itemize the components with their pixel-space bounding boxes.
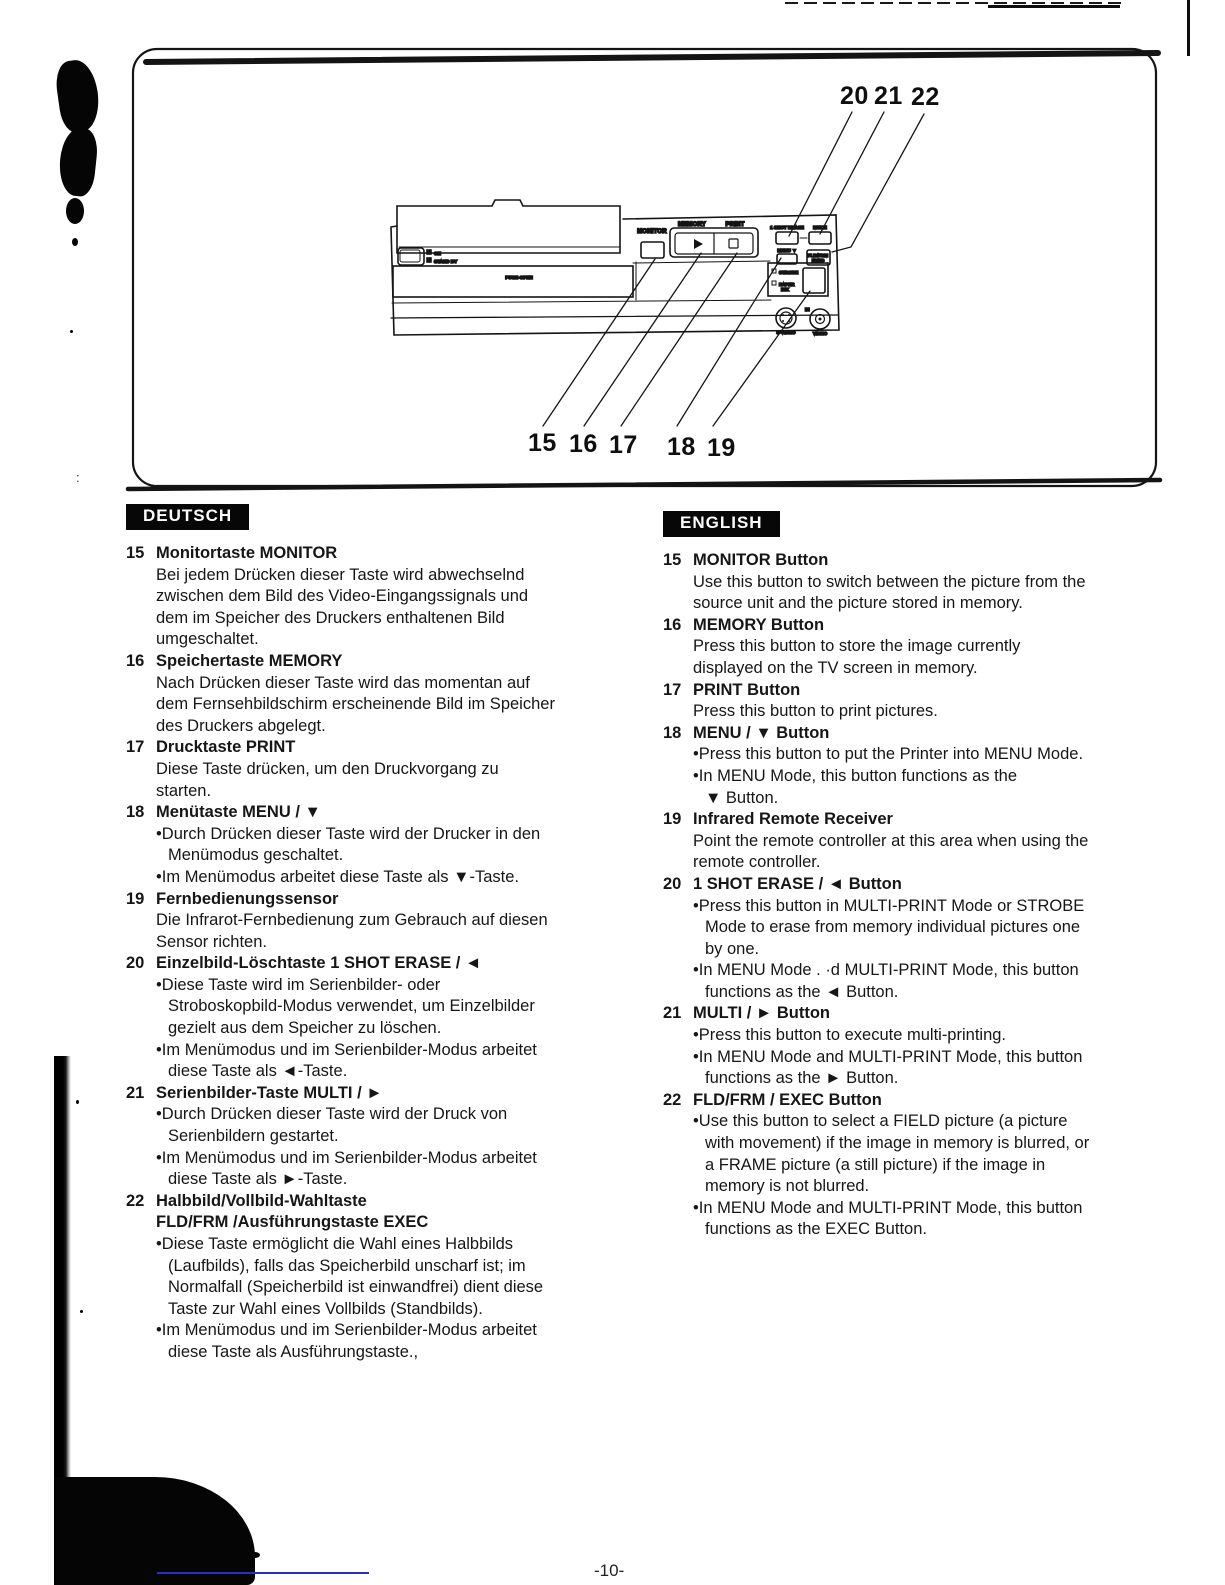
item-title: Speichertaste MEMORY bbox=[156, 651, 343, 670]
printer-outline bbox=[391, 200, 839, 335]
manual-item bbox=[126, 802, 646, 888]
ink-label: INK bbox=[781, 287, 789, 292]
item-number: 20 bbox=[126, 954, 145, 973]
callout-line-21 bbox=[820, 112, 884, 234]
item-line: •Durch Drücken dieser Taste wird der Drucker in den bbox=[156, 824, 541, 843]
item-title: FLD/FRM / EXEC Button bbox=[693, 1090, 882, 1109]
callout-line-19 bbox=[713, 291, 810, 426]
multi-label: MULTI bbox=[813, 225, 827, 230]
item-line: •Im Menümodus und im Serienbilder-Modus arbeitet bbox=[156, 1148, 537, 1167]
callout-line-20 bbox=[789, 112, 852, 236]
item-line: •Press this button to put the Printer into MENU Mode. bbox=[693, 745, 1084, 764]
item-line: Bei jedem Drücken dieser Taste wird abwechselnd bbox=[156, 565, 525, 584]
item-title: 1 SHOT ERASE / ◄ Button bbox=[693, 874, 902, 893]
item-title: Fernbedienungssensor bbox=[156, 889, 339, 908]
item-line: umgeschaltet. bbox=[156, 630, 259, 649]
item-content bbox=[693, 1090, 1163, 1241]
callout-lines bbox=[543, 112, 924, 426]
item-line: with movement) if the image in memory is blurred, or bbox=[705, 1134, 1090, 1153]
print-button-icon bbox=[729, 239, 738, 248]
manual-item bbox=[126, 543, 646, 651]
items-english bbox=[663, 550, 1163, 1241]
item-line: Point the remote controller at this area when using the bbox=[693, 831, 1089, 850]
item-line: displayed on the TV screen in memory. bbox=[693, 658, 978, 677]
item-content bbox=[156, 651, 646, 737]
callout-number-20: 20 bbox=[840, 82, 869, 110]
push-open-label: PUSH-OPEN bbox=[505, 275, 533, 280]
power-on-label: ON bbox=[434, 251, 441, 256]
item-line: •In MENU Mode and MULTI-PRINT Mode, this button bbox=[693, 1047, 1083, 1066]
item-line: by one. bbox=[705, 939, 760, 958]
item-number: 15 bbox=[126, 544, 145, 562]
figure-frame bbox=[133, 49, 1156, 486]
remote-sensor-window bbox=[803, 268, 825, 293]
figure-frame-bottom-bar bbox=[128, 480, 1160, 489]
page-number: -10- bbox=[594, 1561, 625, 1580]
item-line: gezielt aus dem Speicher zu löschen. bbox=[168, 1019, 442, 1038]
manual-item bbox=[126, 1083, 646, 1191]
section-english bbox=[663, 511, 1163, 1241]
item-line: •Press this button to execute multi-printing. bbox=[693, 1026, 1007, 1045]
item-line: •Diese Taste wird im Serienbilder- oder bbox=[156, 975, 441, 994]
item-title: FLD/FRM /Ausführungstaste EXEC bbox=[156, 1213, 429, 1232]
item-line: •Im Menümodus arbeitet diese Taste als ▼-Taste. bbox=[156, 867, 519, 886]
manual-item bbox=[663, 680, 1163, 723]
menu-label: MENU ▼ bbox=[777, 248, 797, 253]
exec-label: EXEC bbox=[811, 258, 825, 263]
manual-item bbox=[663, 874, 1163, 1004]
item-line: •Im Menümodus und im Serienbilder-Modus arbeitet bbox=[156, 1321, 537, 1340]
device-diagram bbox=[0, 0, 1225, 500]
item-line: •Diese Taste ermöglicht die Wahl eines Halbbilds bbox=[156, 1235, 514, 1253]
item-number: 15 bbox=[663, 551, 682, 569]
item-content bbox=[693, 680, 1163, 723]
manual-item bbox=[663, 809, 1163, 874]
memory-button-icon bbox=[694, 239, 703, 249]
item-line: Diese Taste drücken, um den Druckvorgang zu bbox=[156, 759, 499, 778]
scan-artifact-blue-line bbox=[157, 1572, 369, 1574]
manual-item bbox=[126, 1191, 646, 1364]
manual-item bbox=[663, 550, 1163, 615]
item-title: Infrared Remote Receiver bbox=[693, 810, 893, 829]
item-line: Menümodus geschaltet. bbox=[168, 846, 344, 865]
scan-artifact-speck bbox=[76, 1100, 79, 1104]
item-line: zwischen dem Bild des Video-Eingangssignals und bbox=[156, 587, 529, 606]
item-content bbox=[156, 953, 646, 1083]
callout-line-22 bbox=[832, 114, 924, 252]
item-line: starten. bbox=[156, 781, 212, 800]
scan-artifact-colon: : bbox=[76, 470, 80, 485]
item-title: Einzelbild-Löschtaste 1 SHOT ERASE / ◄ bbox=[156, 954, 482, 973]
item-line: •Im Menümodus und im Serienbilder-Modus arbeitet bbox=[156, 1040, 537, 1059]
item-title: PRINT Button bbox=[693, 680, 801, 699]
item-line: functions as the ◄ Button. bbox=[705, 982, 899, 1001]
section-deutsch bbox=[126, 504, 646, 1364]
item-line: Normalfall (Speicherbild ist einwandfrei) dient diese bbox=[168, 1278, 544, 1297]
callout-number-16: 16 bbox=[569, 430, 598, 458]
item-title: Monitortaste MONITOR bbox=[156, 544, 338, 562]
item-number: 21 bbox=[126, 1083, 145, 1102]
fld-frm-label: FLD/FRM bbox=[807, 253, 829, 258]
item-content bbox=[156, 889, 646, 954]
item-line: Use this button to switch between the picture from the bbox=[693, 572, 1086, 591]
item-number: 21 bbox=[663, 1004, 682, 1023]
callout-line-17 bbox=[621, 253, 737, 426]
memory-label: MEMORY bbox=[678, 222, 706, 228]
item-title: Drucktaste PRINT bbox=[156, 738, 296, 757]
in-label: IN bbox=[805, 307, 810, 312]
item-line: des Druckers abgelegt. bbox=[156, 716, 326, 735]
scan-artifact-speck bbox=[80, 1310, 83, 1313]
item-title: MEMORY Button bbox=[693, 615, 825, 634]
item-number: 20 bbox=[663, 874, 682, 893]
sensor-box bbox=[768, 263, 828, 296]
item-number: 17 bbox=[663, 680, 682, 699]
manual-item bbox=[126, 651, 646, 737]
item-line: Mode to erase from memory individual pictures one bbox=[705, 918, 1081, 937]
print-label: PRINT bbox=[725, 222, 745, 228]
monitor-button bbox=[641, 242, 664, 258]
printer-door bbox=[393, 266, 633, 297]
manual-item bbox=[663, 723, 1163, 809]
s-video-label: S-VIDEO bbox=[776, 330, 796, 335]
item-line: dem im Speicher des Druckers enthaltenen Bild bbox=[156, 608, 505, 627]
callout-number-21: 21 bbox=[874, 82, 903, 110]
item-number: 19 bbox=[126, 889, 145, 908]
item-content bbox=[693, 874, 1163, 1004]
item-line: dem Fernsehbildschirm erscheinende Bild im Speicher bbox=[156, 695, 555, 714]
item-line: Serienbildern gestartet. bbox=[168, 1127, 339, 1146]
item-title: Halbbild/Vollbild-Wahltaste bbox=[156, 1191, 367, 1210]
strobe-label: STROBE bbox=[779, 270, 799, 275]
item-content bbox=[156, 802, 646, 888]
scan-artifact-bottom-blob bbox=[55, 1477, 255, 1585]
paper-label: PAPER bbox=[779, 282, 795, 287]
item-content bbox=[156, 737, 646, 802]
item-title: MONITOR Button bbox=[693, 551, 829, 569]
item-content bbox=[693, 615, 1163, 680]
item-line: memory is not blurred. bbox=[705, 1177, 870, 1196]
item-content bbox=[693, 550, 1163, 615]
item-content bbox=[693, 809, 1163, 874]
item-line: Sensor richten. bbox=[156, 932, 267, 951]
item-content bbox=[693, 1003, 1163, 1089]
item-line: functions as the EXEC Button. bbox=[705, 1220, 927, 1239]
item-line: •In MENU Mode, this button functions as the bbox=[693, 766, 1018, 785]
item-line: •In MENU Mode and MULTI-PRINT Mode, this button bbox=[693, 1198, 1083, 1217]
item-number: 22 bbox=[663, 1090, 682, 1109]
scan-artifact-speck bbox=[215, 1500, 221, 1506]
item-title: Serienbilder-Taste MULTI / ► bbox=[156, 1083, 383, 1102]
monitor-label: MONITOR bbox=[637, 229, 667, 235]
item-line: •Use this button to select a FIELD picture (a picture bbox=[693, 1112, 1068, 1131]
power-standby-label: STAND BY bbox=[434, 259, 458, 264]
callout-number-19: 19 bbox=[707, 434, 736, 462]
item-line: remote controller. bbox=[693, 853, 821, 872]
item-line: a FRAME picture (a still picture) if the image in bbox=[705, 1155, 1046, 1174]
item-number: 19 bbox=[663, 810, 682, 829]
item-number: 18 bbox=[126, 803, 145, 822]
manual-item bbox=[126, 737, 646, 802]
item-line: Nach Drücken dieser Taste wird das momentan auf bbox=[156, 673, 530, 692]
manual-item bbox=[126, 953, 646, 1083]
item-line: •Durch Drücken dieser Taste wird der Druck von bbox=[156, 1105, 508, 1124]
item-line: diese Taste als ►-Taste. bbox=[168, 1170, 348, 1189]
item-line: Die Infrarot-Fernbedienung zum Gebrauch auf diesen bbox=[156, 911, 548, 930]
item-title: Menütaste MENU / ▼ bbox=[156, 803, 321, 822]
item-line: •In MENU Mode . ·d MULTI-PRINT Mode, this button bbox=[693, 961, 1079, 980]
item-title: MULTI / ► Button bbox=[693, 1004, 830, 1023]
items-deutsch bbox=[126, 543, 646, 1364]
item-content bbox=[693, 723, 1163, 809]
item-title: MENU / ▼ Button bbox=[693, 723, 830, 742]
callout-number-15: 15 bbox=[528, 429, 557, 457]
shot-erase-button bbox=[776, 232, 798, 244]
callout-number-22: 22 bbox=[911, 83, 940, 111]
manual-item bbox=[663, 1090, 1163, 1241]
item-line: ▼ Button. bbox=[705, 788, 779, 807]
item-line: Press this button to print pictures. bbox=[693, 702, 938, 721]
video-label: VIDEO bbox=[812, 331, 828, 336]
item-content bbox=[156, 1191, 646, 1364]
item-number: 16 bbox=[126, 651, 145, 670]
item-content bbox=[156, 1083, 646, 1191]
item-number: 16 bbox=[663, 615, 682, 634]
item-line: Press this button to store the image currently bbox=[693, 637, 1021, 656]
item-line: source unit and the picture stored in memory. bbox=[693, 594, 1023, 613]
video-connectors bbox=[776, 308, 830, 329]
item-line: diese Taste als Ausführungstaste., bbox=[168, 1342, 419, 1361]
item-line: (Laufbilds), falls das Speicherbild unscharf ist; im bbox=[168, 1256, 526, 1275]
callout-number-17: 17 bbox=[609, 431, 638, 459]
english-header: ENGLISH bbox=[663, 511, 780, 537]
item-line: Taste zur Wahl eines Vollbilds (Standbilds). bbox=[168, 1299, 483, 1318]
item-number: 18 bbox=[663, 723, 682, 742]
item-line: diese Taste als ◄-Taste. bbox=[168, 1062, 348, 1081]
item-number: 17 bbox=[126, 738, 145, 757]
manual-item bbox=[663, 615, 1163, 680]
item-number: 22 bbox=[126, 1191, 145, 1210]
item-line: Stroboskopbild-Modus verwendet, um Einzelbilder bbox=[168, 997, 535, 1016]
deutsch-header: DEUTSCH bbox=[126, 504, 249, 530]
manual-item bbox=[663, 1003, 1163, 1089]
scan-artifact-speck bbox=[232, 1522, 240, 1529]
scan-artifact-speck bbox=[250, 1552, 260, 1558]
figure-frame-top-bar bbox=[146, 53, 1158, 62]
item-content bbox=[156, 543, 646, 651]
callout-line-18 bbox=[677, 258, 781, 426]
item-line: functions as the ► Button. bbox=[705, 1069, 899, 1088]
shot-erase-label: 1 SHOT ERASE bbox=[770, 225, 804, 230]
item-line: •Press this button in MULTI-PRINT Mode or STROBE bbox=[693, 896, 1085, 915]
memory-print-panel bbox=[670, 228, 758, 257]
manual-item bbox=[126, 889, 646, 954]
power-switch bbox=[398, 248, 431, 265]
callout-number-18: 18 bbox=[667, 433, 696, 461]
